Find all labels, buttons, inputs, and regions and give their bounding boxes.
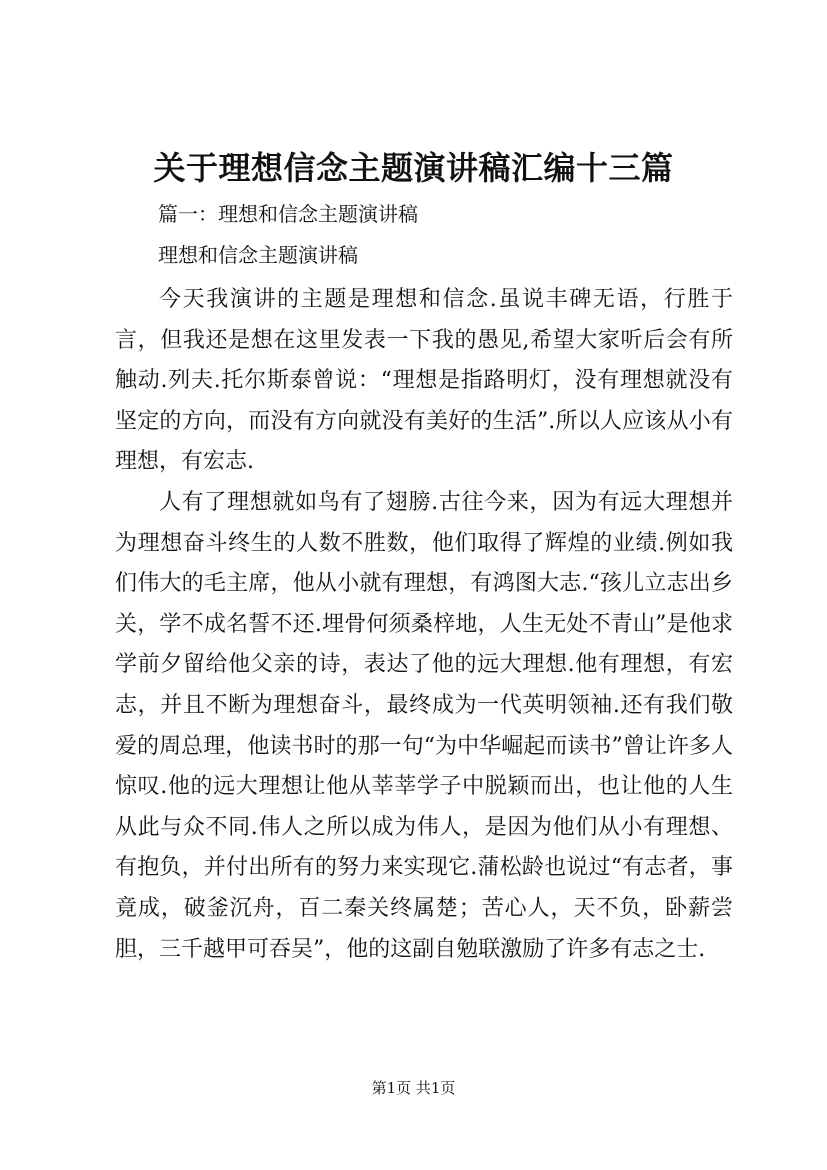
document-title: 关于理想信念主题演讲稿汇编十三篇 (153, 149, 674, 187)
speech-title: 理想和信念主题演讲稿 (158, 243, 358, 267)
page-footer: 第1页 共1页 (371, 1079, 456, 1097)
body-paragraph: 人有了理想就如鸟有了翅膀.古往今来，因为有远大理想并为理想奋斗终生的人数不胜数，他们取得了辉煌的业绩.例如我们伟大的毛主席，他从小就有理想，有鸿图大志.“孩儿立志出乡关，学不成名誓不还.埋骨何须桑梓地，人生无处不青山”是他求学前夕留给他父亲的诗，表达了他的远大理想.他有理想，有宏志，并且不断为理想奋斗，最终成为一代英明领袖.还有我们敬爱的周总理，他读书时的那一句“为中华崛起而读书”曾让许多人惊叹.他的远大理想让他从莘莘学子中脱颖而出，也让他的人生从此与众不同.伟人之所以成为伟人，是因为他们从小有理想、有抱负，并付出所有的努力来实现它.蒲松龄也说过“有志者，事竟成，破釜沉舟，百二秦关终属楚；苦心人，天不负，卧薪尝胆，三千越甲可吞吴”，他的这副自勉联激励了许多有志之士. (115, 490, 733, 962)
section-heading: 篇一：理想和信念主题演讲稿 (158, 202, 418, 226)
body-paragraph: 今天我演讲的主题是理想和信念.虽说丰碑无语，行胜于言，但我还是想在这里发表一下我的愚见,希望大家听后会有所触动.列夫.托尔斯泰曾说：“理想是指路明灯，没有理想就没有坚定的方向，而没有方向就没有美好的生活”.所以人应该从小有理想，有宏志. (115, 287, 733, 475)
